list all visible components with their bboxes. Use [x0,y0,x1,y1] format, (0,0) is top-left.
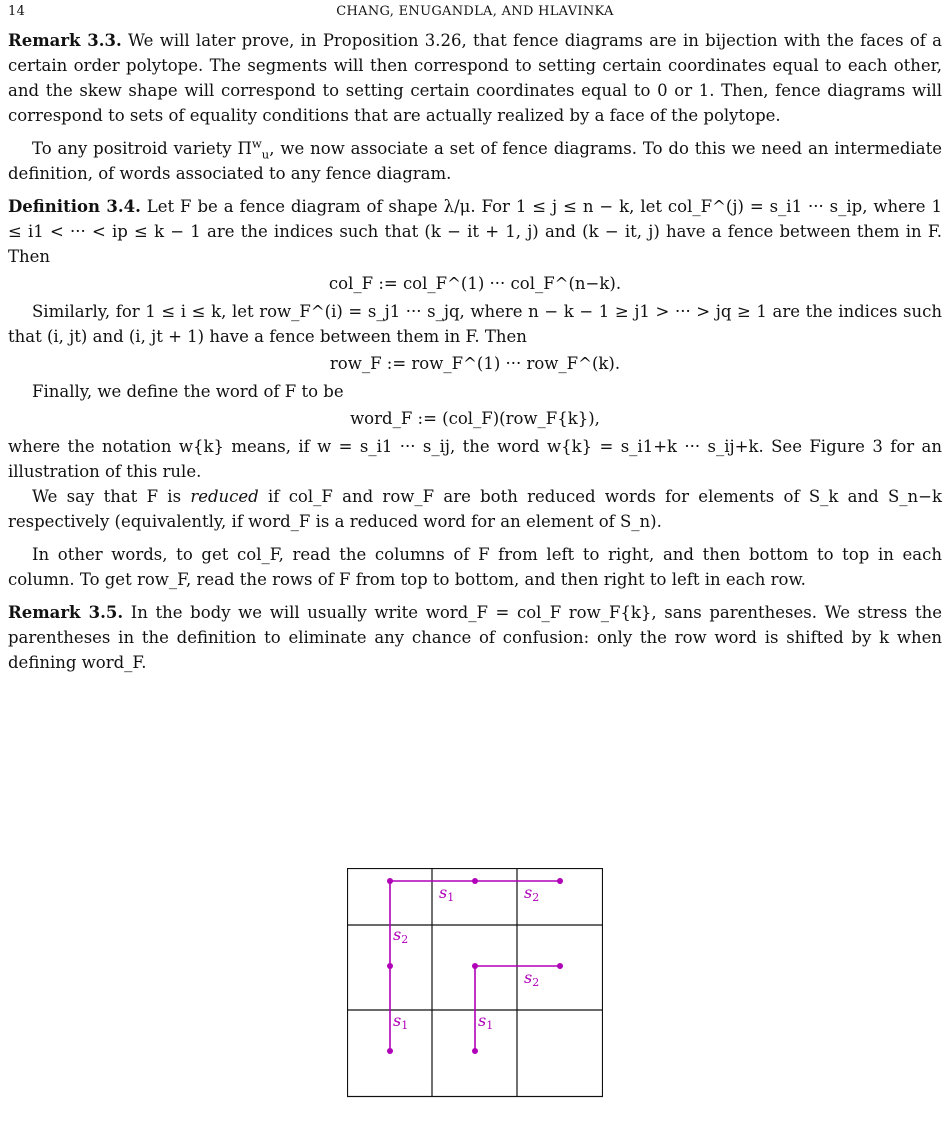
fence-dot [557,878,563,884]
positroid-sub: u [261,147,270,162]
label-middle-s1: s1 [478,1011,494,1032]
fence-dot [472,963,478,969]
label-left-s1: s1 [393,1011,409,1032]
reduced-text-a: We say that F is [32,487,191,506]
reduced-emphasis: reduced [190,487,259,506]
label-middle-s2: s2 [524,968,540,989]
figure-fence-diagram [347,868,603,1102]
paragraph-finally: Finally, we define the word of F to be [32,382,344,401]
fence-dot [387,963,393,969]
positroid-text-a: To any positroid variety Π [32,139,252,158]
fence-dot [472,1048,478,1054]
definition-3-4 [8,194,942,269]
label-left-s2: s2 [393,925,409,946]
fence-dot [387,878,393,884]
remark-3-3 [8,28,942,128]
paragraph-reduced [8,484,942,534]
remark-3-3-lead: Remark 3.3. [8,31,122,50]
definition-3-4-lead: Definition 3.4. [8,197,141,216]
fence-dot [387,1048,393,1054]
remark-3-5-lead: Remark 3.5. [8,603,124,622]
paragraph-other-words: In other words, to get col_F, read the columns of F from left to right, and then bottom to top in each column. To get row_F, read the rows of F from top to bottom, and then right to left in each row. [8,545,942,589]
positroid-sup: w [251,136,262,151]
remark-3-3-text: We will later prove, in Proposition 3.26, that fence diagrams are in bijection with the faces of a certain order polytope. The segments will then correspond to setting certain coordinates equal to each other, and the skew shape will correspond to setting certain coordinates equal to 0 or 1. Then, fence diagrams will correspond to sets of equality conditions that are actually realized by a face of the polytope. [8,31,942,125]
positroid-text-b: , we now associate a set of fence diagrams. To do this we need an intermediate definition, of words associated to any fence diagram. [8,139,942,183]
paper-page [8,0,942,675]
paragraph-row: Similarly, for 1 ≤ i ≤ k, let row_F^(i) = s_j1 ··· s_jq, where n − k − 1 ≥ j1 > ··· > jq ≥ 1 are the indices such that (i, jt) and (i, jt + 1) have a fence between them in F. Then [8,302,942,346]
remark-3-5-text: In the body we will usually write word_F = col_F row_F{k}, sans parentheses. We stress the parentheses in the definition to eliminate any chance of confusion: only the row word is shifted by k when defining word_F. [8,603,942,672]
page-header [8,4,942,28]
label-top-s1: s1 [439,883,455,904]
label-top-s2: s2 [524,883,540,904]
equation-word: word_F := (col_F)(row_F{k}), [350,409,600,428]
fence-diagram-svg [347,868,603,1098]
reduced-text-b: if col_F and row_F are both reduced words for elements of S_k and S_n−k respectively (equivalently, if word_F is a reduced word for an element of S_n). [8,487,942,531]
paragraph-positroid [8,136,942,186]
running-title: CHANG, ENUGANDLA, AND HLAVINKA [336,4,614,19]
remark-3-5 [8,600,942,675]
fence-dot [472,878,478,884]
page-number: 14 [8,4,26,19]
definition-3-4-text: Let F be a fence diagram of shape λ/μ. For 1 ≤ j ≤ n − k, let col_F^(j) = s_i1 ··· s_ip, where 1 ≤ i1 < ··· < ip ≤ k − 1 are the indices such that (k − it + 1, j) and (k − it, j) have a fence between them in F. Then [8,197,942,266]
paragraph-notation: where the notation w{k} means, if w = s_i1 ··· s_ij, the word w{k} = s_i1+k ··· s_ij+k. See Figure 3 for an illustration of this rule. [8,437,942,481]
equation-col: col_F := col_F^(1) ··· col_F^(n−k). [328,274,622,293]
fence-dot [557,963,563,969]
equation-row: row_F := row_F^(1) ··· row_F^(k). [329,354,621,373]
